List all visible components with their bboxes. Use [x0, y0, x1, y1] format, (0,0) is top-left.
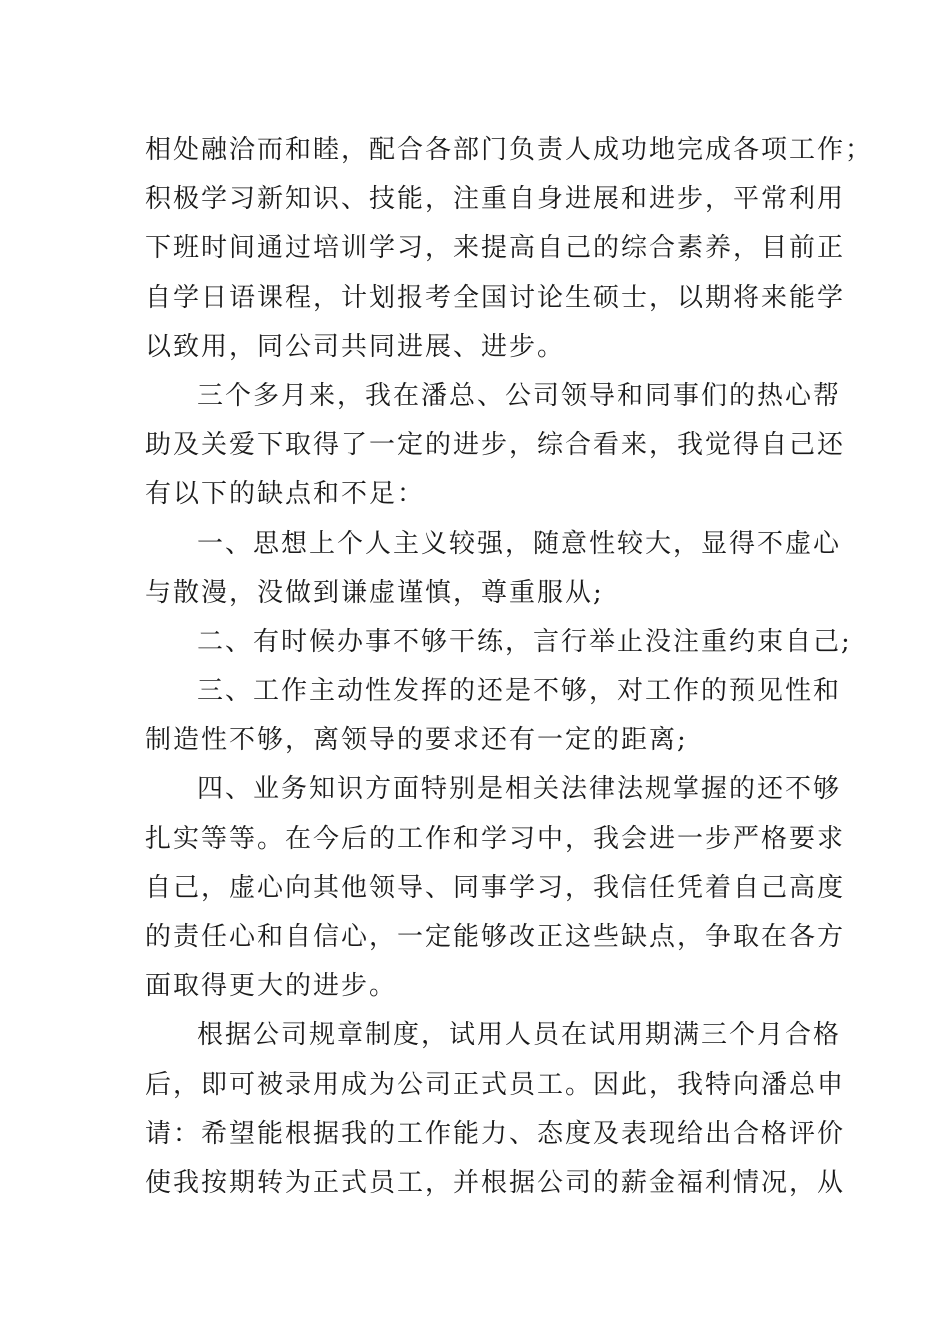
text-line: 后，即可被录用成为公司正式员工。因此，我特向潘总申	[145, 1069, 846, 1100]
text-line: 面取得更大的进步。	[145, 971, 398, 1002]
text-line: 积极学习新知识、技能，注重自身进展和进步，平常利用	[145, 184, 846, 215]
text-line: 助及关爱下取得了一定的进步，综合看来，我觉得自己还	[145, 430, 846, 461]
document-body	[145, 126, 874, 1208]
text-line: 自己，虚心向其他领导、同事学习，我信任凭着自己高度	[145, 872, 846, 903]
text-line: 使我按期转为正式员工，并根据公司的薪金福利情况，从	[145, 1167, 846, 1198]
paragraph-first-line: 三、工作主动性发挥的还是不够，对工作的预见性和	[197, 676, 842, 707]
paragraph-first-line: 根据公司规章制度，试用人员在试用期满三个月合格	[197, 1020, 842, 1051]
paragraph-first-line: 四、业务知识方面特别是相关法律法规掌握的还不够	[197, 774, 842, 805]
text-line: 自学日语课程，计划报考全国讨论生硕士，以期将来能学	[145, 282, 846, 313]
text-line: 制造性不够，离领导的要求还有一定的距离;	[145, 725, 688, 756]
text-line: 请：希望能根据我的工作能力、态度及表现给出合格评价	[145, 1118, 846, 1149]
paragraph-first-line: 二、有时候办事不够干练，言行举止没注重约束自己;	[197, 626, 852, 657]
paragraph-first-line: 三个多月来，我在潘总、公司领导和同事们的热心帮	[197, 380, 842, 411]
text-line: 以致用，同公司共同进展、进步。	[145, 331, 566, 362]
text-line: 的责任心和自信心，一定能够改正这些缺点，争取在各方	[145, 922, 846, 952]
paragraph-first-line: 一、思想上个人主义较强，随意性较大，显得不虚心	[197, 528, 842, 559]
text-line: 有以下的缺点和不足：	[145, 479, 426, 510]
text-line: 扎实等等。在今后的工作和学习中，我会进一步严格要求	[145, 823, 846, 854]
text-line: 相处融洽而和睦，配合各部门负责人成功地完成各项工作；	[145, 135, 874, 165]
text-line: 与散漫，没做到谦虚谨慎，尊重服从;	[145, 577, 604, 608]
text-line: 下班时间通过培训学习，来提高自己的综合素养，目前正	[145, 233, 846, 264]
